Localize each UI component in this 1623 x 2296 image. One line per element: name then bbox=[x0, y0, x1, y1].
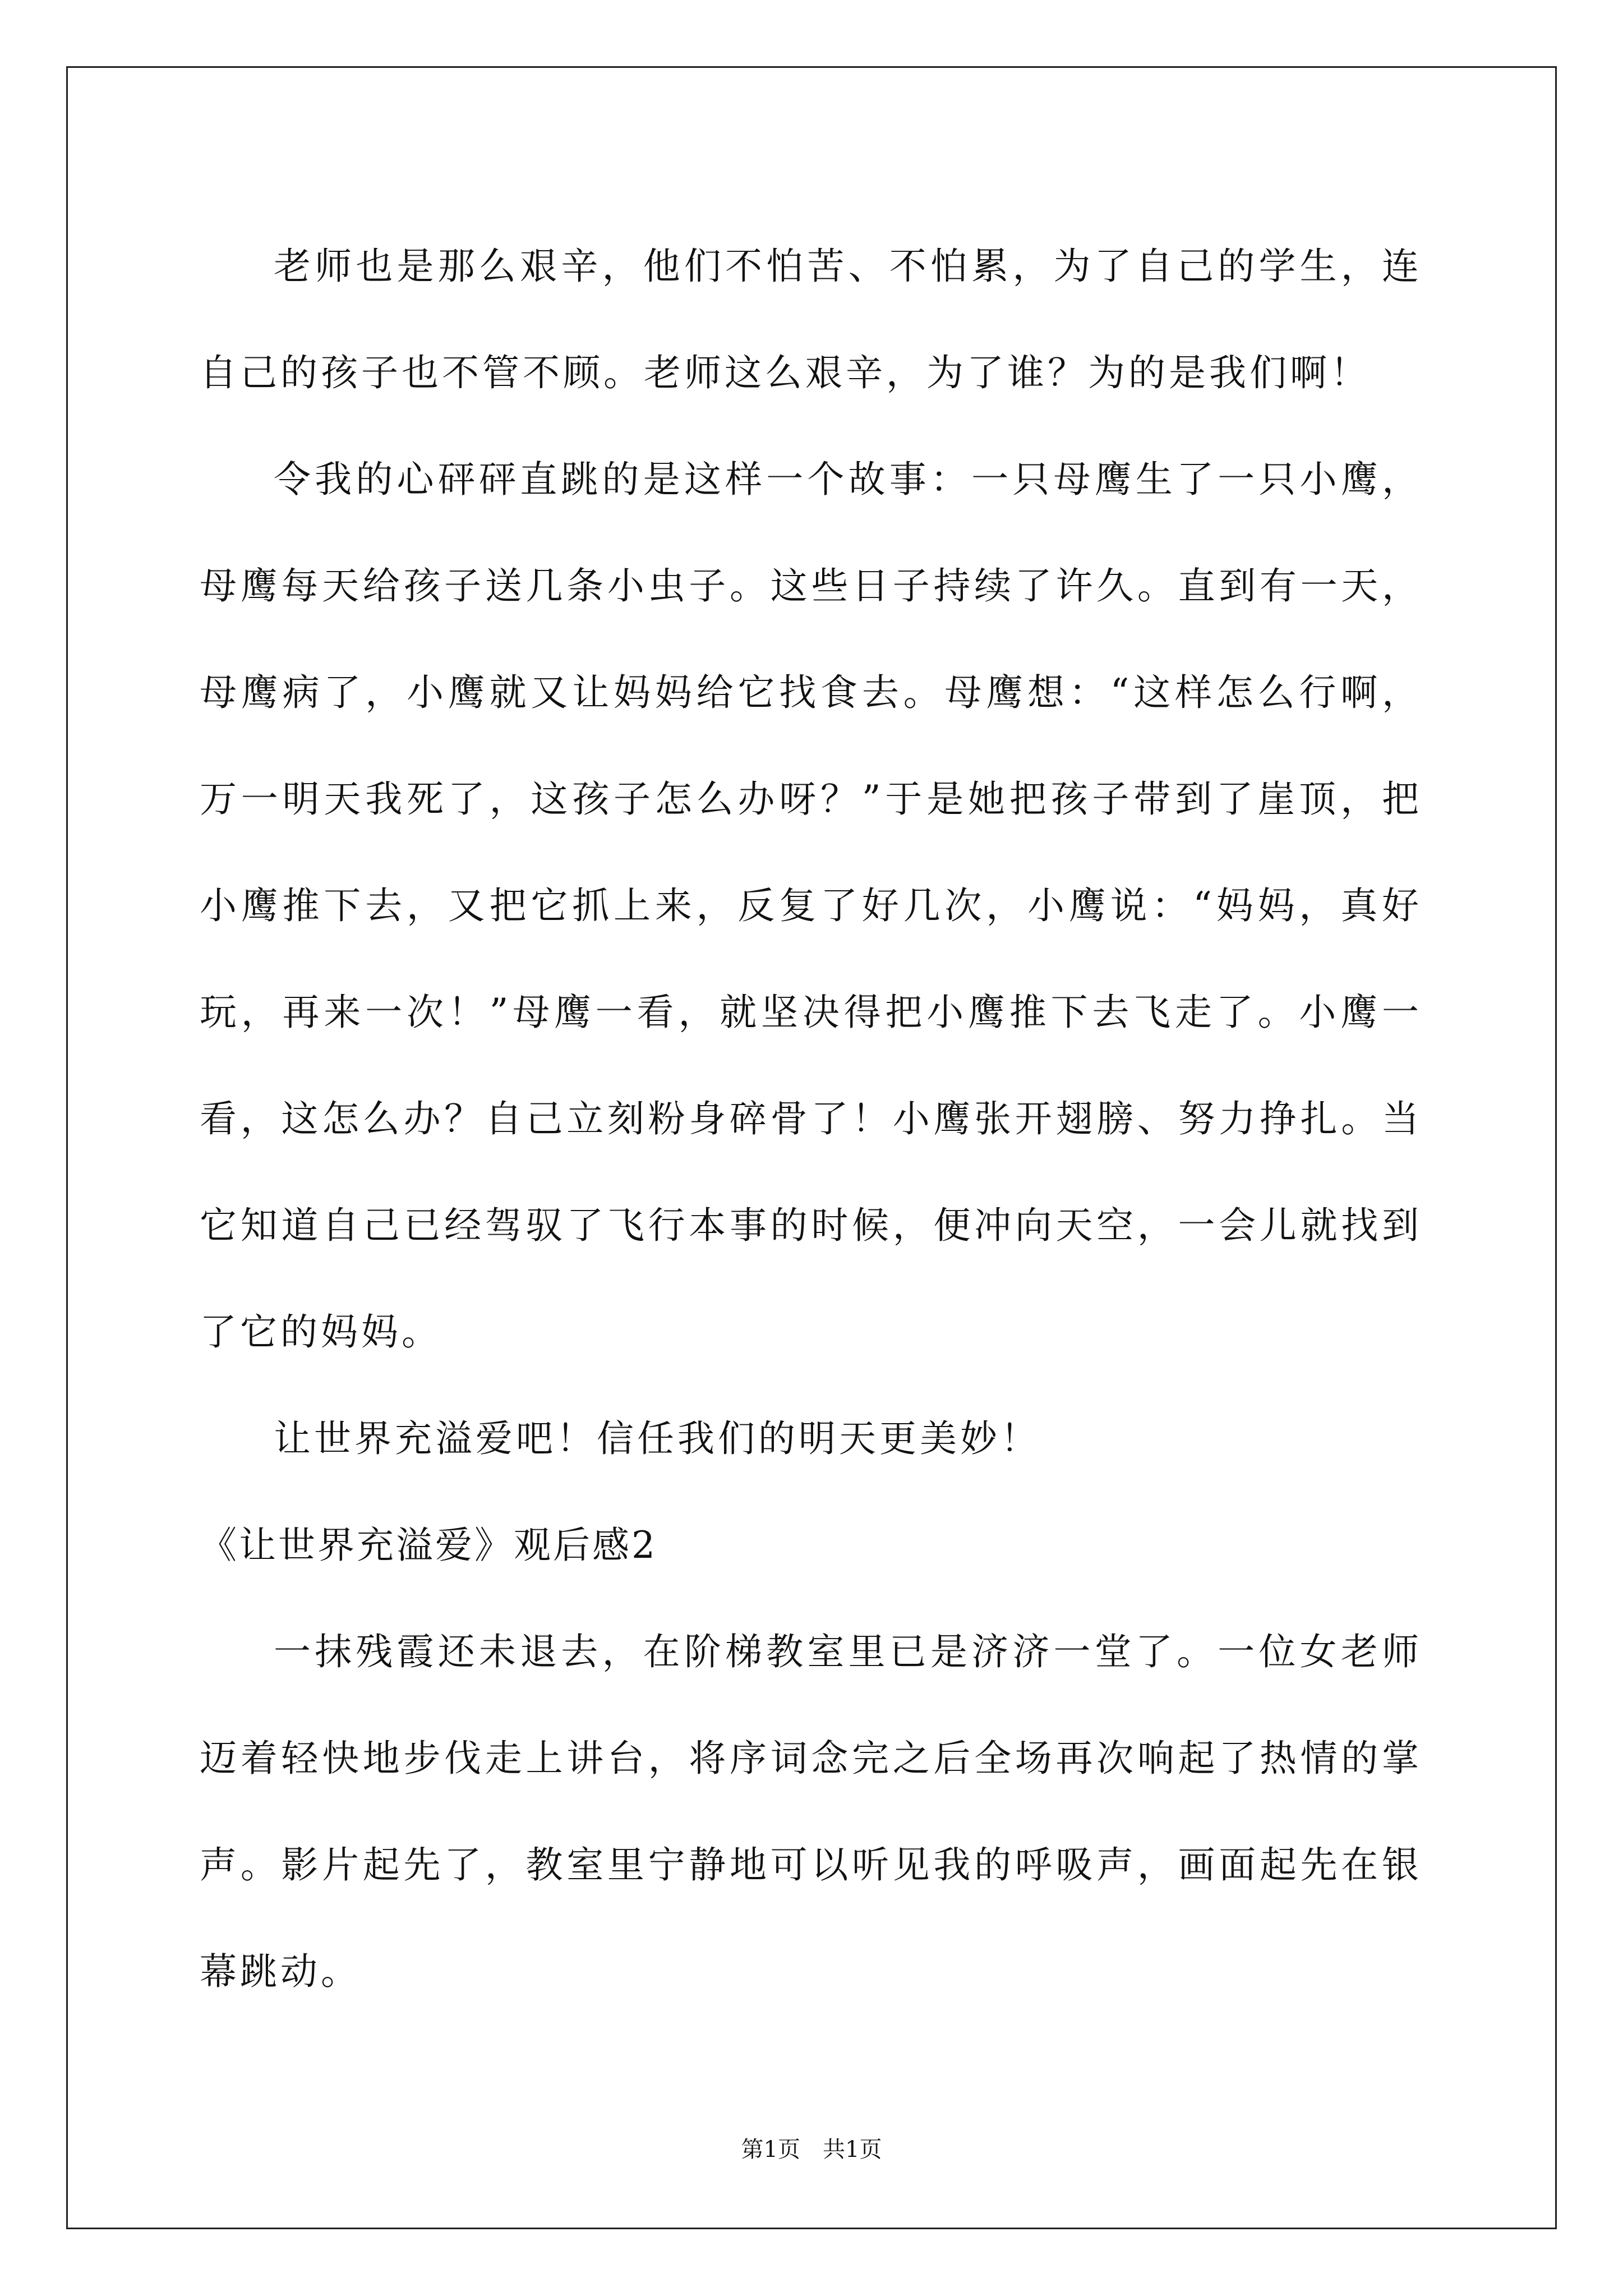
document-body bbox=[200, 213, 1422, 2025]
paragraph-conclusion: 让世界充溢爱吧！信任我们的明天更美妙！ bbox=[274, 1417, 1041, 1460]
page-footer: 第1页 共1页 bbox=[741, 2137, 882, 2162]
paragraph-teacher: 老师也是那么艰辛，他们不怕苦、不怕累，为了自己的学生，连自己的孩子也不管不顾。老师这么艰辛，为了谁？为的是我们啊！ bbox=[200, 245, 1422, 394]
paragraph-classroom: 一抹残霞还未退去，在阶梯教室里已是济济一堂了。一位女老师迈着轻快地步伐走上讲台，将序词念完之后全场再次响起了热情的掌声。影片起先了，教室里宁静地可以听见我的呼吸声，画面起先在银幕跳动。 bbox=[200, 1630, 1422, 1993]
section-heading: 《让世界充溢爱》观后感2 bbox=[200, 1524, 657, 1567]
paragraph-eagle-story: 令我的心砰砰直跳的是这样一个故事：一只母鹰生了一只小鹰，母鹰每天给孩子送几条小虫子。这些日子持续了许久。直到有一天，母鹰病了，小鹰就又让妈妈给它找食去。母鹰想：“这样怎么行啊，万一明天我死了，这孩子怎么办呀？”于是她把孩子带到了崖顶，把小鹰推下去，又把它抓上来，反复了好几次，小鹰说：“妈妈，真好玩，再来一次！”母鹰一看，就坚决得把小鹰推下去飞走了。小鹰一看，这怎么办？自己立刻粉身碎骨了！小鹰张开翅膀、努力挣扎。当它知道自己已经驾驭了飞行本事的时候，便冲向天空，一会儿就找到了它的妈妈。 bbox=[200, 458, 1422, 1354]
